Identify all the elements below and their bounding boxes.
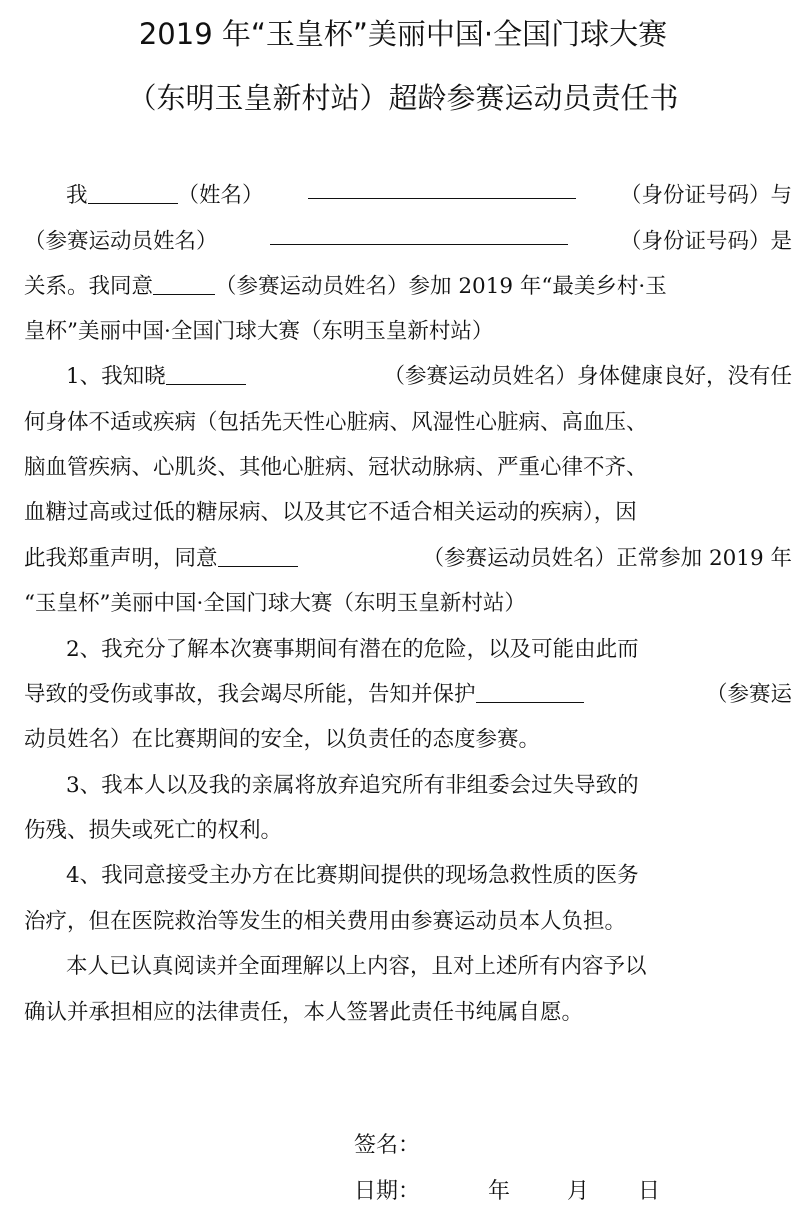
intro-text-participate: （参赛运动员姓名）参加 2019 年“最美乡村·玉 xyxy=(215,274,667,299)
date-label: 日期： xyxy=(354,1179,421,1204)
item-1-line-1 xyxy=(24,359,792,390)
document-title-line-2: （东明玉皇新村站）超龄参赛运动员责任书 xyxy=(127,81,679,115)
intro-text-name: （姓名） xyxy=(177,183,264,208)
date-day-label: 日 xyxy=(638,1179,661,1204)
item-3-line-1: 3、我本人以及我的亲属将放弃追究所有非组委会过失导致的 xyxy=(66,773,639,798)
item-2-line-2 xyxy=(24,677,792,708)
item-2-text-protect: 导致的受伤或事故，我会竭尽所能，告知并保护 xyxy=(24,682,476,707)
date-year-label: 年 xyxy=(488,1179,511,1204)
name-blank[interactable] xyxy=(88,183,178,204)
item-3-line-2: 伤残、损失或死亡的权利。 xyxy=(24,818,283,843)
date-month-label: 月 xyxy=(567,1179,590,1204)
id-number-blank-2[interactable] xyxy=(270,224,568,245)
closing-line-1: 本人已认真阅读并全面理解以上内容，且对上述所有内容予以 xyxy=(66,954,647,979)
item-1-line-2: 何身体不适或疾病（包括先天性心脏病、风湿性心脏病、高血压、 xyxy=(24,410,648,435)
athlete-name-blank-1[interactable] xyxy=(153,274,215,295)
intro-line-1 xyxy=(24,178,792,209)
item-2-text-athlete: （参赛运 xyxy=(705,682,792,707)
item-2-line-3: 动员姓名）在比赛期间的安全，以负责任的态度参赛。 xyxy=(24,727,541,752)
intro-text-id-1: （身份证号码）与 xyxy=(619,183,792,208)
document-title-line-1: 2019 年“玉皇杯”美丽中国·全国门球大赛 xyxy=(138,17,668,51)
item-4-line-2: 治疗，但在医院救治等发生的相关费用由参赛运动员本人负担。 xyxy=(24,909,627,934)
athlete-name-blank-2[interactable] xyxy=(166,364,246,385)
intro-line-3 xyxy=(24,269,667,300)
intro-line-4: 皇杯”美丽中国·全国门球大赛（东明玉皇新村站） xyxy=(24,319,494,344)
intro-text-id-2: （身份证号码）是 xyxy=(619,229,792,254)
item-1-line-6: “玉皇杯”美丽中国·全国门球大赛（东明玉皇新村站） xyxy=(24,591,526,616)
item-2-line-1: 2、我充分了解本次赛事期间有潜在的危险，以及可能由此而 xyxy=(66,637,639,662)
athlete-name-blank-4[interactable] xyxy=(476,682,584,703)
signature-label: 签名： xyxy=(354,1133,421,1158)
intro-line-2 xyxy=(24,224,792,255)
id-number-blank-1[interactable] xyxy=(308,178,576,199)
intro-text-relation: 关系。我同意 xyxy=(24,274,154,299)
athlete-name-blank-3[interactable] xyxy=(218,546,298,567)
item-1-line-3: 脑血管疾病、心肌炎、其他心脏病、冠状动脉病、严重心律不齐、 xyxy=(24,455,648,480)
item-1-line-4: 血糖过高或过低的糖尿病、以及其它不适合相关运动的疾病），因 xyxy=(24,500,637,525)
intro-text-athlete-name: （参赛运动员姓名） xyxy=(24,229,218,254)
item-1-text-know: 1、我知晓 xyxy=(66,364,166,389)
closing-line-2: 确认并承担相应的法律责任，本人签署此责任书纯属自愿。 xyxy=(24,1000,584,1025)
item-1-line-5 xyxy=(24,541,792,572)
intro-text-wo: 我 xyxy=(66,183,88,208)
item-1-text-health: （参赛运动员姓名）身体健康良好，没有任 xyxy=(383,364,792,389)
item-1-text-declare: 此我郑重声明，同意 xyxy=(24,546,218,571)
item-1-text-normal: （参赛运动员姓名）正常参加 2019 年 xyxy=(422,546,792,571)
item-4-line-1: 4、我同意接受主办方在比赛期间提供的现场急救性质的医务 xyxy=(66,863,639,888)
